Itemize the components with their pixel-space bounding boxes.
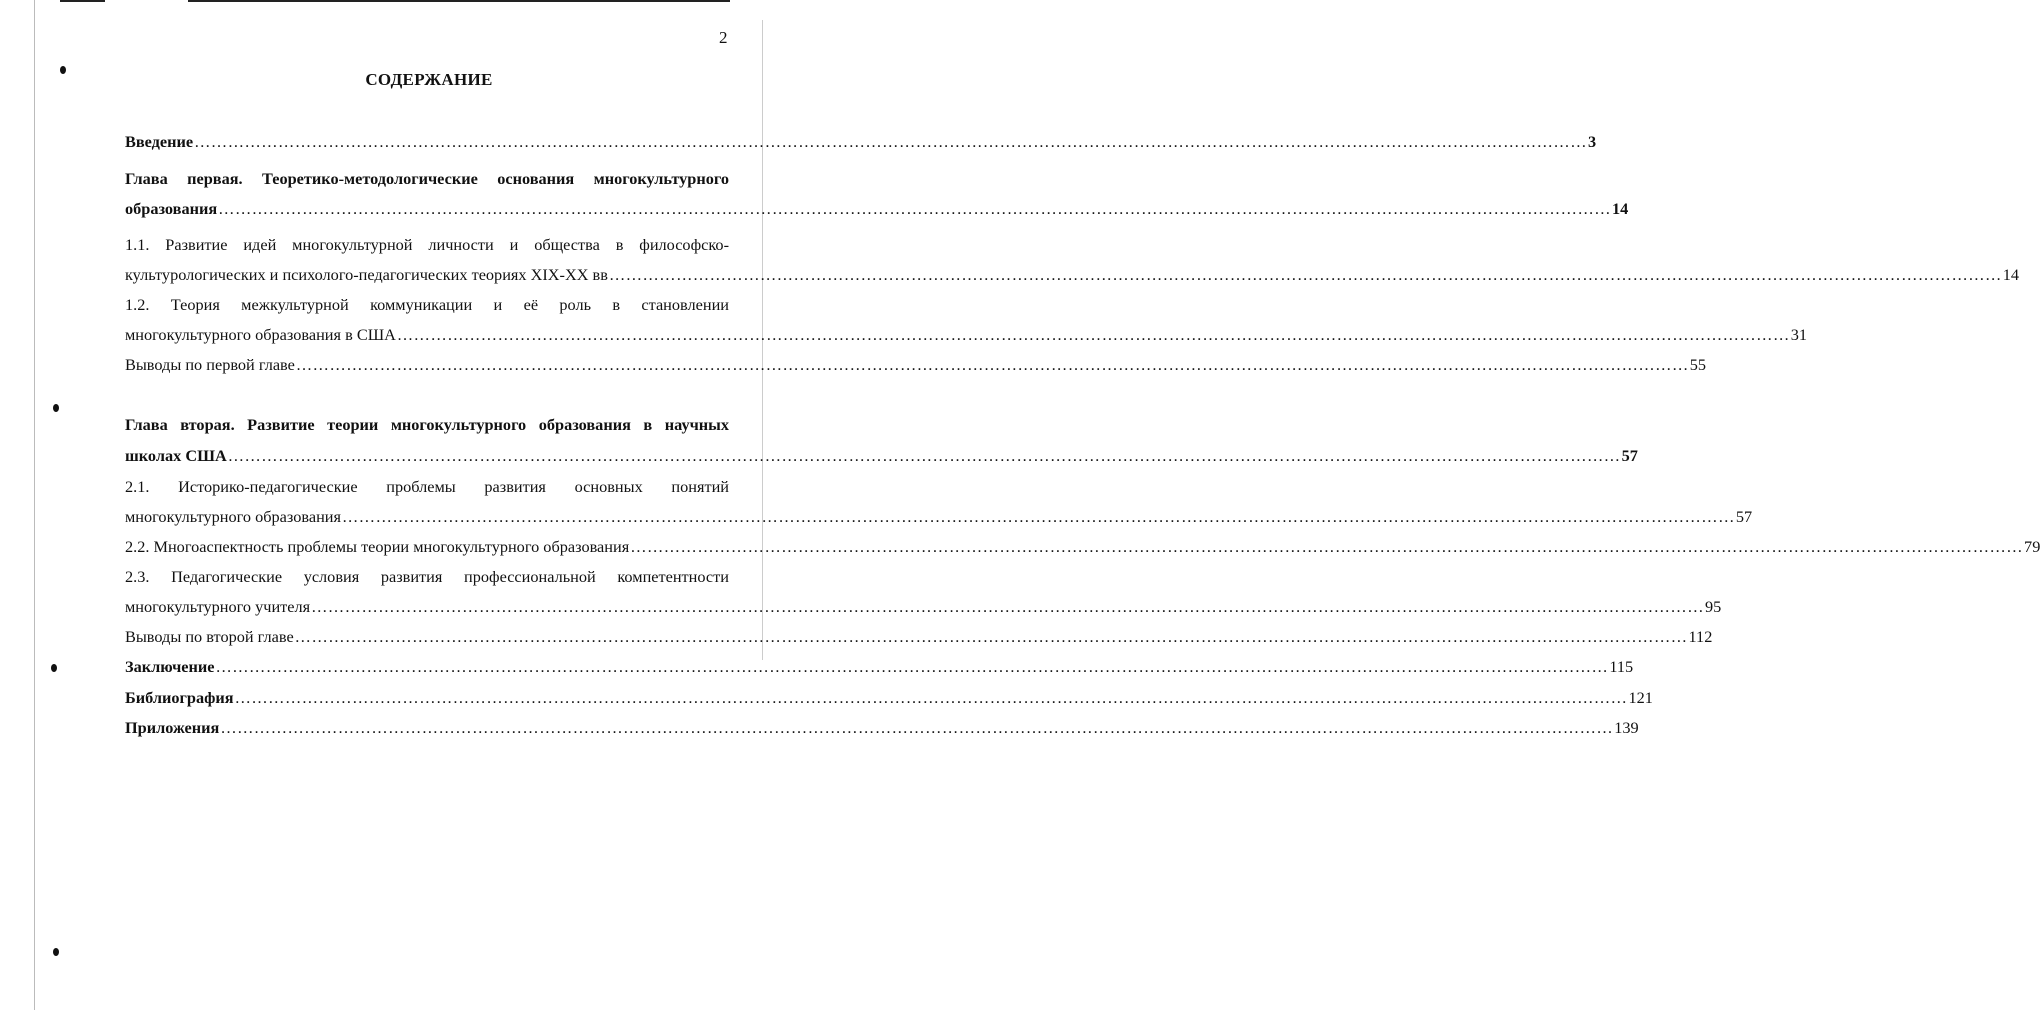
toc-entry-page: 121 — [1628, 688, 1653, 707]
toc-chapter-1-title-line: Глава первая. Теоретико-методологические основания многокультурного — [125, 169, 729, 188]
toc-leader-dots: …………………………………………………………………………………………………………………………………………………………………………………………………………………………… — [396, 325, 1790, 344]
toc-entry-section-2-2[interactable] — [125, 537, 2040, 557]
toc-entry-title: Введение — [125, 132, 194, 151]
toc-leader-dots: …………………………………………………………………………………………………………………………………………………………………………………………………………………………… — [311, 597, 1704, 616]
toc-leader-dots: …………………………………………………………………………………………………………………………………………………………………………………………………………………………… — [227, 446, 1621, 465]
toc-entry-title: многокультурного учителя — [125, 597, 311, 616]
scan-edge-top-left — [60, 0, 105, 2]
toc-entry-page: 3 — [1587, 132, 1597, 151]
toc-entry-page: 139 — [1614, 718, 1639, 737]
toc-leader-dots: …………………………………………………………………………………………………………………………………………………………………………………………………………………………… — [342, 507, 1735, 526]
toc-entry-bibliography[interactable] — [125, 688, 1653, 708]
toc-entry-title: образования — [125, 199, 218, 218]
toc-entry-title: многокультурного образования — [125, 507, 342, 526]
toc-entry-title: 2.2. Многоаспектность проблемы теории многокультурного образования — [125, 537, 630, 556]
toc-leader-dots: …………………………………………………………………………………………………………………………………………………………………………………………………………………………… — [220, 718, 1614, 737]
toc-section-2-3-title-line: 2.3. Педагогические условия развития профессиональной компетентности — [125, 567, 729, 586]
toc-entry-chapter-1[interactable] — [125, 199, 1629, 219]
scan-edge-top — [188, 0, 730, 2]
toc-entry-title: Библиография — [125, 688, 234, 707]
toc-entry-section-2-3[interactable] — [125, 597, 1722, 617]
toc-entry-section-2-1[interactable] — [125, 507, 1753, 527]
punch-hole-3 — [51, 664, 57, 672]
toc-entry-title: Заключение — [125, 657, 215, 676]
toc-entry-conclusions-chapter-1[interactable] — [125, 355, 1706, 375]
toc-chapter-2-title-line: Глава вторая. Развитие теории многокультурного образования в научных — [125, 415, 729, 434]
toc-entry-page: 79 — [2024, 537, 2040, 556]
page-title: СОДЕРЖАНИЕ — [365, 70, 493, 89]
toc-entry-section-1-1[interactable] — [125, 265, 2020, 285]
toc-entry-introduction[interactable] — [125, 132, 1597, 152]
toc-entry-page: 57 — [1621, 446, 1638, 465]
toc-entry-conclusions-chapter-2[interactable] — [125, 627, 1713, 647]
toc-section-1-1-title-line: 1.1. Развитие идей многокультурной личности и общества в философско- — [125, 235, 729, 254]
toc-leader-dots: …………………………………………………………………………………………………………………………………………………………………………………………………………………………… — [608, 265, 2002, 284]
scan-edge-left — [34, 0, 35, 1010]
toc-leader-dots: …………………………………………………………………………………………………………………………………………………………………………………………………………………………… — [294, 627, 1688, 646]
punch-hole-4 — [53, 948, 59, 956]
toc-entry-page: 31 — [1790, 325, 1807, 344]
toc-entry-section-1-2[interactable] — [125, 325, 1807, 345]
punch-hole-2 — [53, 404, 59, 412]
toc-leader-dots: …………………………………………………………………………………………………………………………………………………………………………………………………………………………… — [630, 537, 2024, 556]
toc-entry-title: школах США — [125, 446, 227, 465]
toc-leader-dots: …………………………………………………………………………………………………………………………………………………………………………………………………………………………… — [194, 132, 1587, 151]
toc-entry-appendices[interactable] — [125, 718, 1639, 738]
toc-section-1-2-title-line: 1.2. Теория межкультурной коммуникации и её роль в становлении — [125, 295, 729, 314]
toc-entry-conclusion[interactable] — [125, 657, 1634, 677]
toc-entry-chapter-2[interactable] — [125, 446, 1638, 466]
toc-entry-page: 14 — [2002, 265, 2020, 284]
toc-entry-page: 115 — [1609, 657, 1634, 676]
toc-entry-page: 57 — [1735, 507, 1753, 526]
toc-entry-title: культурологических и психолого-педагогических теориях XIX-XX вв — [125, 265, 608, 284]
toc-entry-title: Приложения — [125, 718, 220, 737]
toc-entry-page: 112 — [1688, 627, 1713, 646]
toc-entry-title: Выводы по первой главе — [125, 355, 295, 374]
toc-leader-dots: …………………………………………………………………………………………………………………………………………………………………………………………………………………………… — [218, 199, 1612, 218]
toc-leader-dots: …………………………………………………………………………………………………………………………………………………………………………………………………………………………… — [295, 355, 1689, 374]
toc-entry-title: многокультурного образования в США — [125, 325, 396, 344]
toc-entry-page: 95 — [1704, 597, 1722, 616]
toc-entry-title: Выводы по второй главе — [125, 627, 294, 646]
toc-leader-dots: …………………………………………………………………………………………………………………………………………………………………………………………………………………………… — [234, 688, 1628, 707]
toc-leader-dots: …………………………………………………………………………………………………………………………………………………………………………………………………………………………… — [215, 657, 1609, 676]
toc-entry-page: 55 — [1689, 355, 1706, 374]
toc-entry-page: 14 — [1612, 199, 1629, 218]
toc-section-2-1-title-line: 2.1. Историко-педагогические проблемы развития основных понятий — [125, 477, 729, 496]
page-number: 2 — [719, 28, 728, 47]
